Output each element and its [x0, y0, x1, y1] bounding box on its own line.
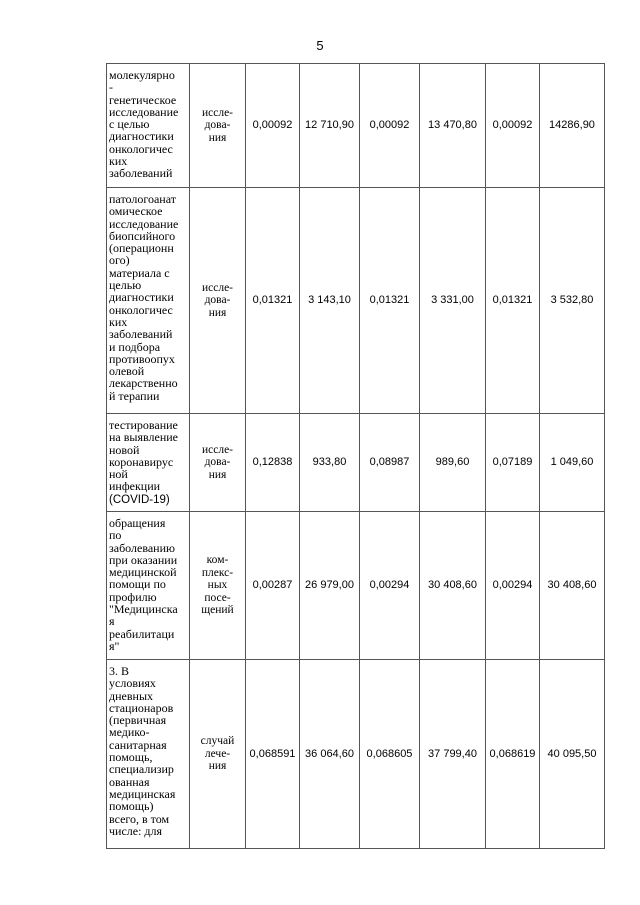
tariff-table — [106, 63, 605, 849]
volume-2024: 0,068605 — [360, 660, 420, 849]
service-name — [107, 414, 190, 512]
cost-2024: 989,60 — [420, 414, 486, 512]
cost-2023: 36 064,60 — [300, 660, 360, 849]
cost-2024: 30 408,60 — [420, 512, 486, 660]
volume-2025: 0,00092 — [486, 64, 540, 188]
volume-2023: 0,12838 — [246, 414, 300, 512]
unit-of-measure: случай лече- ния — [190, 660, 246, 849]
service-name: обращения по заболеванию при оказании медицинской помощи по профилю "Медицинска я реабилитаци я" — [107, 512, 190, 660]
table-row — [107, 414, 605, 512]
cost-2025: 3 532,80 — [540, 188, 605, 414]
volume-2023: 0,068591 — [246, 660, 300, 849]
volume-2023: 0,01321 — [246, 188, 300, 414]
service-name: патологоанат омическое исследование биопсийного (операционн ого) материала с целью диагностики онкологичес ких заболеваний и подбора противоопух олевой лекарственно й терапии — [107, 188, 190, 414]
table-row — [107, 188, 605, 414]
unit-of-measure: иссле- дова- ния — [190, 188, 246, 414]
unit-of-measure: ком- плекс- ных посе- щений — [190, 512, 246, 660]
volume-2024: 0,08987 — [360, 414, 420, 512]
service-name: 3. В условиях дневных стационаров (первичная медико- санитарная помощь, специализир ованная медицинская помощь) всего, в том числе: для — [107, 660, 190, 849]
service-name-text: тестирование на выявление новой коронавирус ной инфекции — [109, 418, 178, 494]
cost-2025: 40 095,50 — [540, 660, 605, 849]
volume-2025: 0,00294 — [486, 512, 540, 660]
cost-2025: 30 408,60 — [540, 512, 605, 660]
cost-2024: 3 331,00 — [420, 188, 486, 414]
volume-2024: 0,00294 — [360, 512, 420, 660]
cost-2023: 933,80 — [300, 414, 360, 512]
volume-2024: 0,01321 — [360, 188, 420, 414]
volume-2025: 0,068619 — [486, 660, 540, 849]
volume-2024: 0,00092 — [360, 64, 420, 188]
cost-2023: 3 143,10 — [300, 188, 360, 414]
volume-2023: 0,00287 — [246, 512, 300, 660]
cost-2025: 14286,90 — [540, 64, 605, 188]
table-row — [107, 64, 605, 188]
cost-2023: 12 710,90 — [300, 64, 360, 188]
volume-2025: 0,01321 — [486, 188, 540, 414]
cost-2024: 13 470,80 — [420, 64, 486, 188]
volume-2025: 0,07189 — [486, 414, 540, 512]
page-number: 5 — [316, 38, 324, 53]
unit-of-measure: иссле- дова- ния — [190, 414, 246, 512]
cost-2024: 37 799,40 — [420, 660, 486, 849]
service-name-tail: (COVID-19) — [109, 493, 170, 506]
volume-2023: 0,00092 — [246, 64, 300, 188]
table-row — [107, 660, 605, 849]
cost-2025: 1 049,60 — [540, 414, 605, 512]
cost-2023: 26 979,00 — [300, 512, 360, 660]
unit-of-measure: иссле- дова- ния — [190, 64, 246, 188]
table-row — [107, 512, 605, 660]
service-name: молекулярно - генетическое исследование с целью диагностики онкологичес ких заболеваний — [107, 64, 190, 188]
